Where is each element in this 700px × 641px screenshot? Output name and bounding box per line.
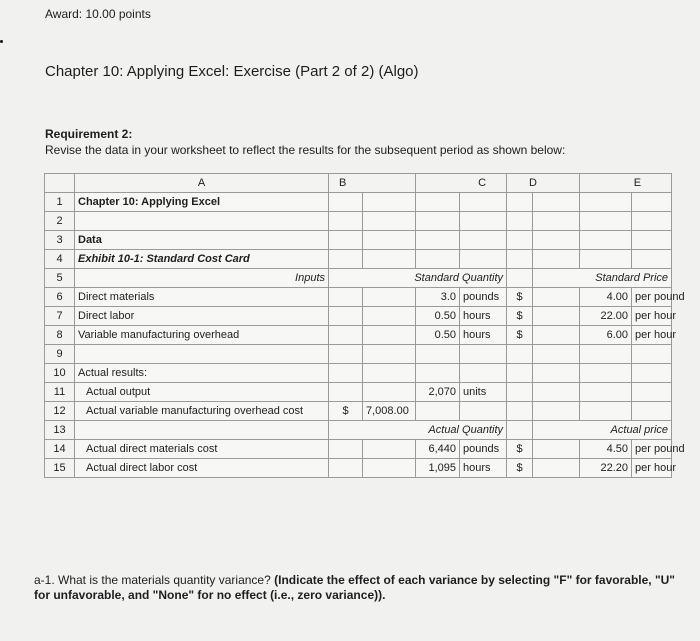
cell-price: 22.00 xyxy=(580,307,632,326)
cell-price-unit xyxy=(632,345,672,364)
cell-price-unit xyxy=(632,402,672,421)
cell-d-blank xyxy=(533,383,580,402)
cell-a: Actual direct labor cost xyxy=(75,459,329,478)
sheet-row xyxy=(45,364,672,383)
cell-e-heading: Actual price xyxy=(533,421,672,440)
cell-price xyxy=(580,193,632,212)
cell-a xyxy=(75,212,329,231)
cell-quantity-unit: hours xyxy=(460,307,507,326)
cell-e-heading: Standard Price xyxy=(533,269,672,288)
cell-price-unit xyxy=(632,212,672,231)
sheet-row xyxy=(45,288,672,307)
row-number: 9 xyxy=(45,345,75,364)
cell-price-unit: per hour xyxy=(632,326,672,345)
cell-price-unit xyxy=(632,364,672,383)
cell-b-dollar xyxy=(329,459,363,478)
cell-d-blank xyxy=(533,402,580,421)
cell-price xyxy=(580,383,632,402)
column-header-row xyxy=(45,174,672,193)
cell-price: 6.00 xyxy=(580,326,632,345)
sheet-row xyxy=(45,231,672,250)
cell-b-blank xyxy=(363,193,416,212)
exercise-title: Chapter 10: Applying Excel: Exercise (Part 2 of 2) (Algo) xyxy=(45,63,419,80)
sheet-row xyxy=(45,402,672,421)
cell-quantity-unit: pounds xyxy=(460,288,507,307)
cell-d-blank xyxy=(507,421,533,440)
cell-a xyxy=(75,345,329,364)
cell-dollar: $ xyxy=(507,440,533,459)
cell-price-unit xyxy=(632,193,672,212)
cell-b-dollar xyxy=(329,288,363,307)
cell-price-unit xyxy=(632,231,672,250)
row-number: 8 xyxy=(45,326,75,345)
row-number: 13 xyxy=(45,421,75,440)
cell-price-unit: per hour xyxy=(632,307,672,326)
sheet-row xyxy=(45,459,672,478)
cell-b-dollar xyxy=(329,326,363,345)
cell-dollar xyxy=(507,193,533,212)
column-header-a: A xyxy=(75,174,329,193)
cell-b-dollar xyxy=(329,345,363,364)
cell-quantity: 0.50 xyxy=(416,307,460,326)
sheet-row xyxy=(45,250,672,269)
cell-b-dollar xyxy=(329,440,363,459)
cell-price-unit: per pound xyxy=(632,440,672,459)
row-number: 7 xyxy=(45,307,75,326)
cell-d-blank xyxy=(533,231,580,250)
column-header-e: E xyxy=(580,174,672,193)
sheet-row xyxy=(45,421,672,440)
cell-quantity-unit: hours xyxy=(460,326,507,345)
row-number: 3 xyxy=(45,231,75,250)
cell-price xyxy=(580,345,632,364)
cell-price-unit: per pound xyxy=(632,288,672,307)
cell-d-blank xyxy=(533,307,580,326)
cell-price-unit xyxy=(632,250,672,269)
cell-d-blank xyxy=(533,193,580,212)
cell-d-blank xyxy=(533,345,580,364)
column-header-c: C xyxy=(416,174,507,193)
requirement-heading: Requirement 2: xyxy=(45,127,133,141)
question-prompt xyxy=(34,573,694,603)
cell-b-dollar: $ xyxy=(329,402,363,421)
row-number: 10 xyxy=(45,364,75,383)
cell-price: 22.20 xyxy=(580,459,632,478)
row-number: 2 xyxy=(45,212,75,231)
cell-b-dollar xyxy=(329,307,363,326)
cell-quantity: 0.50 xyxy=(416,326,460,345)
cell-dollar: $ xyxy=(507,307,533,326)
cell-b-blank xyxy=(363,326,416,345)
row-number: 15 xyxy=(45,459,75,478)
cell-d-blank xyxy=(533,288,580,307)
sheet-row xyxy=(45,440,672,459)
column-header-d: D xyxy=(507,174,580,193)
cell-quantity: 3.0 xyxy=(416,288,460,307)
sheet-row xyxy=(45,193,672,212)
cell-a: Inputs xyxy=(75,269,329,288)
cell-d-blank xyxy=(533,459,580,478)
cell-quantity-unit xyxy=(460,212,507,231)
cell-quantity-unit xyxy=(460,193,507,212)
cell-bc-heading: Actual Quantity xyxy=(329,421,507,440)
cell-b-blank xyxy=(363,383,416,402)
corner-cell xyxy=(45,174,75,193)
cell-b-blank xyxy=(363,307,416,326)
cell-b-dollar xyxy=(329,250,363,269)
cell-quantity xyxy=(416,345,460,364)
cell-a: Actual results: xyxy=(75,364,329,383)
cell-b-blank xyxy=(363,364,416,383)
cell-dollar: $ xyxy=(507,459,533,478)
cell-quantity-unit: hours xyxy=(460,459,507,478)
row-number: 1 xyxy=(45,193,75,212)
question-lead: a-1. What is the materials quantity variance? xyxy=(34,573,271,587)
cell-quantity xyxy=(416,212,460,231)
cell-quantity: 1,095 xyxy=(416,459,460,478)
cell-price-unit: per hour xyxy=(632,459,672,478)
cell-a: Chapter 10: Applying Excel xyxy=(75,193,329,212)
margin-dot xyxy=(0,40,3,43)
cell-price: 4.50 xyxy=(580,440,632,459)
sheet-row xyxy=(45,383,672,402)
cell-price xyxy=(580,402,632,421)
cell-bc-heading: Standard Quantity xyxy=(329,269,507,288)
cell-price xyxy=(580,250,632,269)
row-number: 4 xyxy=(45,250,75,269)
cell-b-blank xyxy=(363,345,416,364)
row-number: 5 xyxy=(45,269,75,288)
row-number: 12 xyxy=(45,402,75,421)
row-number: 11 xyxy=(45,383,75,402)
cell-quantity: 6,440 xyxy=(416,440,460,459)
row-number: 6 xyxy=(45,288,75,307)
cell-quantity-unit xyxy=(460,231,507,250)
cell-quantity-unit xyxy=(460,364,507,383)
cell-a: Variable manufacturing overhead xyxy=(75,326,329,345)
cell-dollar xyxy=(507,250,533,269)
cell-b-blank xyxy=(363,250,416,269)
cell-dollar: $ xyxy=(507,326,533,345)
cell-a: Actual variable manufacturing overhead cost xyxy=(75,402,329,421)
cell-d-blank xyxy=(533,364,580,383)
cell-quantity xyxy=(416,231,460,250)
cell-quantity xyxy=(416,250,460,269)
cell-d-blank xyxy=(507,269,533,288)
cell-dollar xyxy=(507,345,533,364)
cell-quantity xyxy=(416,364,460,383)
cell-price-unit xyxy=(632,383,672,402)
cell-dollar xyxy=(507,212,533,231)
sheet-row xyxy=(45,212,672,231)
cell-a: Exhibit 10-1: Standard Cost Card xyxy=(75,250,329,269)
cell-d-blank xyxy=(533,212,580,231)
cell-price: 4.00 xyxy=(580,288,632,307)
cell-a: Data xyxy=(75,231,329,250)
requirement-text: Revise the data in your worksheet to reflect the results for the subsequent period as shown below: xyxy=(45,143,566,157)
cell-price xyxy=(580,212,632,231)
cell-quantity: 2,070 xyxy=(416,383,460,402)
cell-c-blank xyxy=(416,402,460,421)
cell-a: Actual output xyxy=(75,383,329,402)
cell-quantity-unit: units xyxy=(460,383,507,402)
award-points: Award: 10.00 points xyxy=(45,7,151,21)
cell-a xyxy=(75,421,329,440)
cell-quantity xyxy=(416,193,460,212)
sheet-row xyxy=(45,326,672,345)
cell-d-blank xyxy=(533,440,580,459)
cell-b-blank xyxy=(363,459,416,478)
cell-price xyxy=(580,231,632,250)
cell-b-dollar xyxy=(329,212,363,231)
cell-price xyxy=(580,364,632,383)
cell-dollar xyxy=(507,231,533,250)
question-instruction: (Indicate the effect of each variance by selecting "F" for favorable, "U" for unfavorable, and "None" for no effect (i.e., zero variance)). xyxy=(34,573,675,602)
cell-dollar: $ xyxy=(507,288,533,307)
cell-b-value: 7,008.00 xyxy=(363,402,416,421)
cell-b-dollar xyxy=(329,383,363,402)
cell-b-blank xyxy=(363,440,416,459)
sheet-row xyxy=(45,345,672,364)
column-header-b: B xyxy=(329,174,416,193)
spreadsheet-table xyxy=(44,173,685,478)
sheet-row xyxy=(45,307,672,326)
cell-quantity-unit xyxy=(460,345,507,364)
cell-b-dollar xyxy=(329,364,363,383)
cell-d-blank xyxy=(533,326,580,345)
cell-dollar xyxy=(507,383,533,402)
cell-b-blank xyxy=(363,231,416,250)
cell-a: Actual direct materials cost xyxy=(75,440,329,459)
cell-b-dollar xyxy=(329,231,363,250)
cell-a: Direct materials xyxy=(75,288,329,307)
cell-dollar xyxy=(507,402,533,421)
cell-b-blank xyxy=(363,212,416,231)
cell-b-blank xyxy=(363,288,416,307)
sheet-row xyxy=(45,269,672,288)
cell-quantity-unit: pounds xyxy=(460,440,507,459)
cell-b-dollar xyxy=(329,193,363,212)
cell-d-blank xyxy=(533,250,580,269)
cell-c-unit xyxy=(460,402,507,421)
cell-a: Direct labor xyxy=(75,307,329,326)
cell-dollar xyxy=(507,364,533,383)
row-number: 14 xyxy=(45,440,75,459)
cell-quantity-unit xyxy=(460,250,507,269)
